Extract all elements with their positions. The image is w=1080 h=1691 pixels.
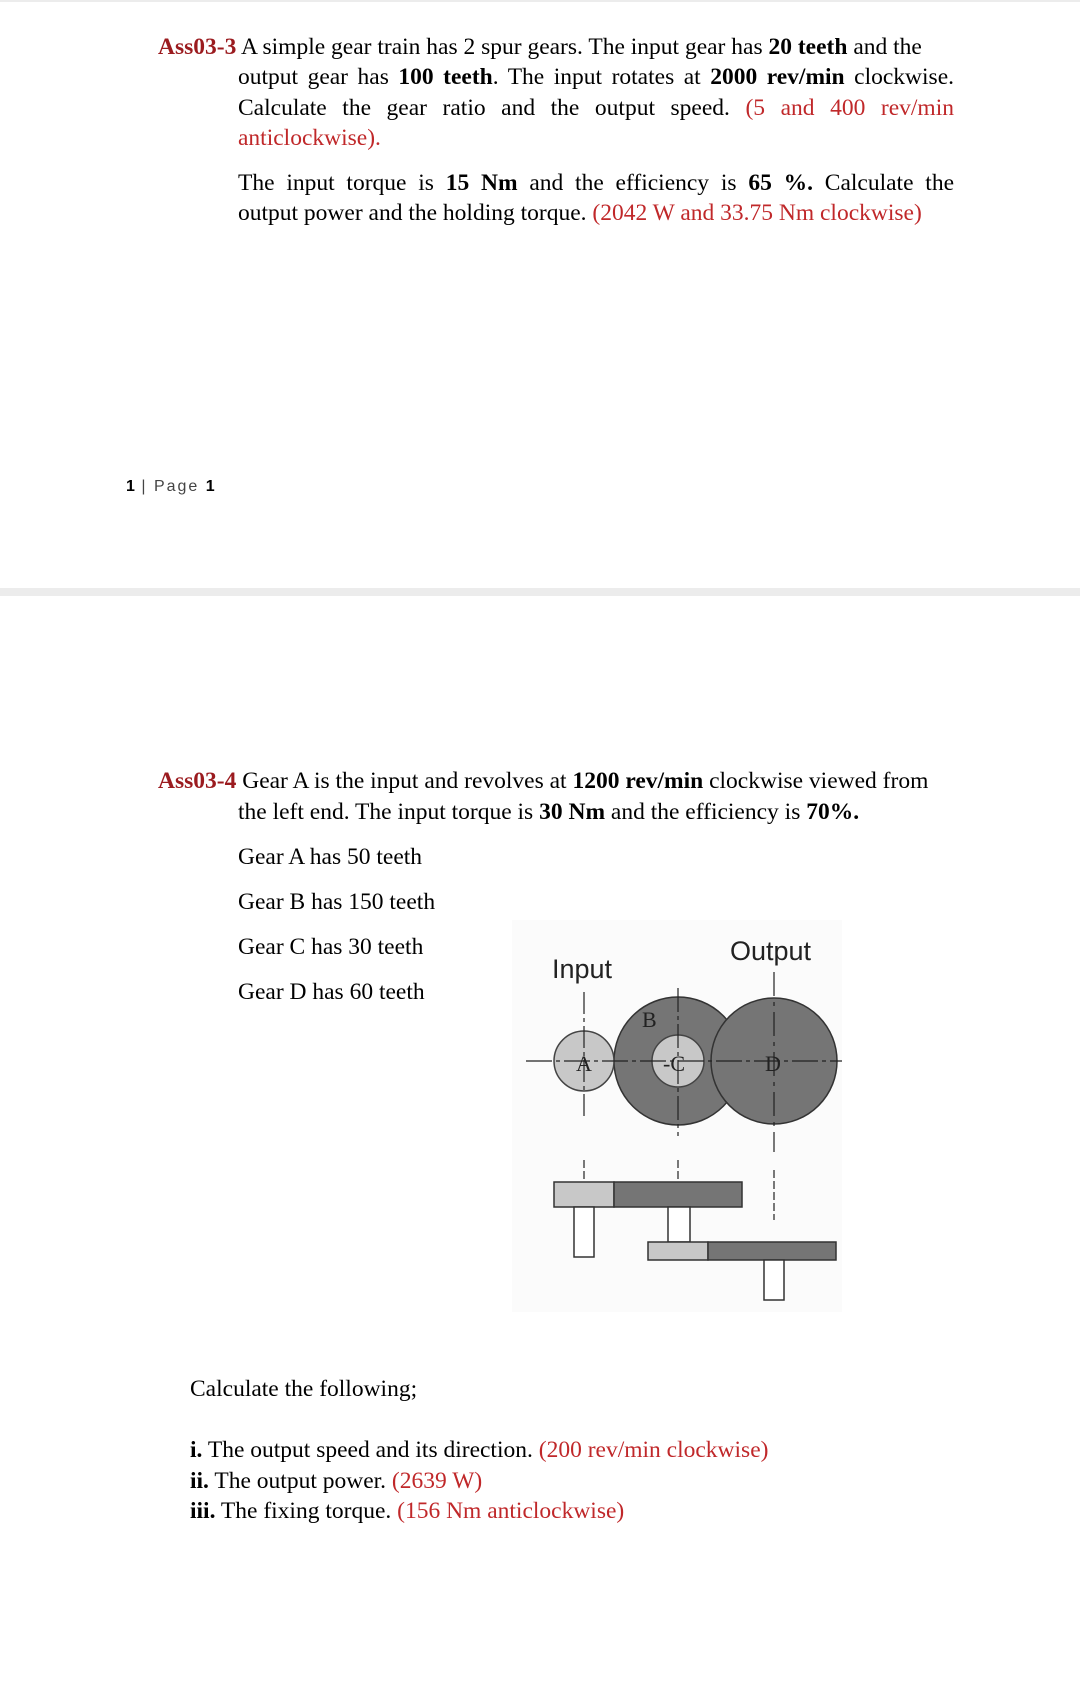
gear-c-label: -C	[663, 1051, 685, 1076]
output-shaft	[764, 1260, 784, 1300]
gear-b-side	[614, 1182, 742, 1207]
question-3-part-2-line-2: output power and the holding torque. (2042 W and 33.75 Nm clockwise)	[238, 200, 922, 226]
gear-b-teeth: Gear B has 150 teeth	[238, 889, 436, 915]
question-3-line-4: anticlockwise).	[238, 125, 381, 151]
question-3-line-2: output gear has 100 teeth. The input rotates at 2000 rev/min clockwise.	[238, 64, 954, 90]
page-footer: 1 | Page 1	[126, 478, 215, 495]
page-edge	[0, 0, 1080, 2]
task-item-2: ii. The output power. (2639 W)	[190, 1468, 483, 1494]
question-3-part-2-line-1: The input torque is 15 Nm and the efficiency is 65 %. Calculate the	[238, 170, 955, 196]
gear-train-diagram	[512, 920, 842, 1312]
question-id: Ass03-3	[158, 34, 237, 60]
intermediate-shaft	[668, 1207, 690, 1242]
task-item-1: i. The output speed and its direction. (200 rev/min clockwise)	[190, 1437, 769, 1463]
gear-a-teeth: Gear A has 50 teeth	[238, 844, 423, 870]
gear-a-side	[554, 1182, 614, 1207]
question-3-line-3: Calculate the gear ratio and the output speed. (5 and 400 rev/min	[238, 95, 954, 121]
question-3-line-1: Ass03-3 A simple gear train has 2 spur gears. The input gear has 20 teeth and the	[158, 34, 922, 60]
output-label: Output	[730, 936, 812, 966]
task-item-3: iii. The fixing torque. (156 Nm anticlockwise)	[190, 1498, 625, 1524]
input-shaft	[574, 1207, 594, 1257]
gear-a-label: A	[576, 1051, 592, 1076]
page-separator	[0, 588, 1080, 596]
question-id: Ass03-4	[158, 768, 237, 794]
answer-text: (5 and 400 rev/min	[745, 95, 954, 121]
answer-text: (156 Nm anticlockwise)	[397, 1498, 625, 1524]
answer-text: (200 rev/min clockwise)	[538, 1437, 769, 1463]
gear-c-side	[648, 1242, 708, 1260]
gear-b-label: B	[642, 1007, 657, 1032]
gear-d-teeth: Gear D has 60 teeth	[238, 979, 425, 1005]
gear-d-side	[708, 1242, 836, 1260]
page-1	[0, 0, 1080, 588]
answer-text: (2042 W and 33.75 Nm clockwise)	[592, 200, 922, 226]
answer-text: (2639 W)	[391, 1468, 483, 1494]
question-4-line-2: the left end. The input torque is 30 Nm and the efficiency is 70%.	[238, 799, 860, 825]
question-4-line-1: Ass03-4 Gear A is the input and revolves at 1200 rev/min clockwise viewed from	[158, 768, 929, 794]
gear-d-label: D	[765, 1051, 781, 1076]
gear-c-teeth: Gear C has 30 teeth	[238, 934, 424, 960]
input-label: Input	[552, 954, 613, 984]
calculate-intro: Calculate the following;	[190, 1376, 418, 1402]
